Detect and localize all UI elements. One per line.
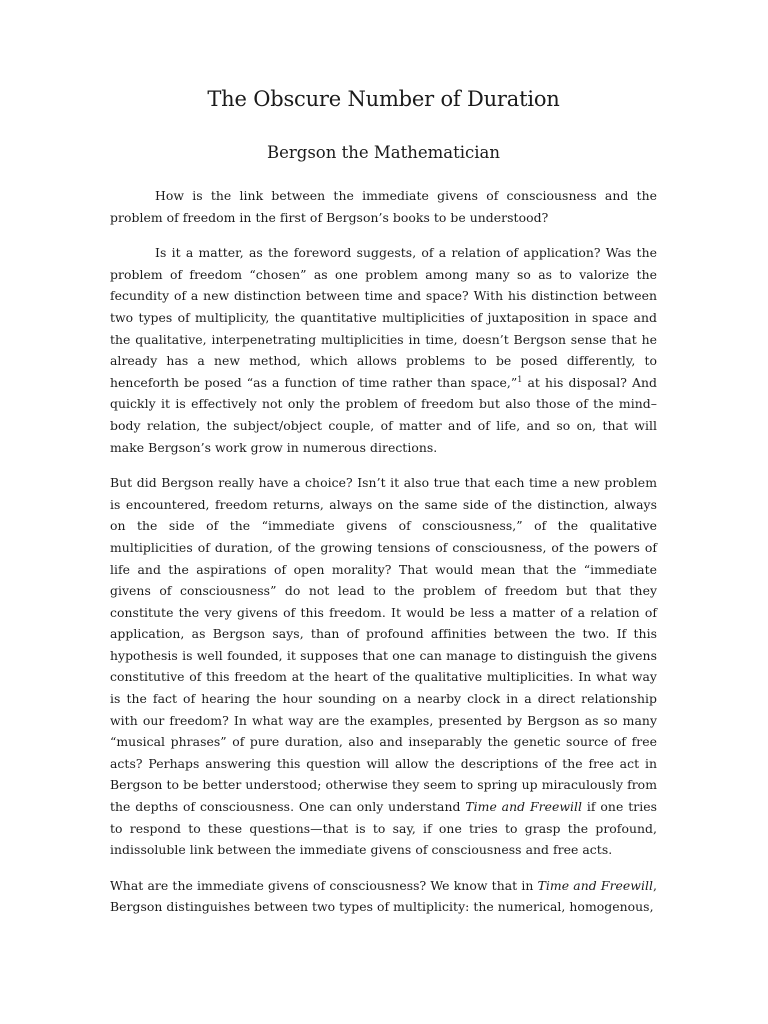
document-page — [110, 80, 657, 932]
body-text — [110, 185, 657, 918]
book-title-italic: Time and Freewill — [537, 877, 653, 893]
paragraph-3 — [110, 472, 657, 861]
paragraph-4-text-a: What are the immediate givens of consciousness? We know that in — [110, 877, 538, 893]
paragraph-3-text-a: But did Bergson really have a choice? Isn’t it also true that each time a new problem is encountered, freedom returns, always on the same side of the distinction, always on the side of the “immediate givens of consciousness,” of the qualitative multiplicities of duration, of the growing tensions of consciousness, of the powers of life and the aspirations of open morality? That would mean that the “immediate givens of consciousness” do not lead to the problem of freedom but that they constitute the very givens of this freedom. It would be less a matter of a relation of application, as Bergson says, than of profound affinities between the two. If this hypothesis is well founded, it supposes that one can manage to distinguish the givens constitutive of this freedom at the heart of the qualitative multiplicities. In what way is the fact of hearing the hour sounding on a nearby clock in a direct relationship with our freedom? In what way are the examples, presented by Bergson as so many “musical phrases” of pure duration, also and inseparably the genetic source of free acts? Perhaps answering this question will allow the descriptions of the free act in Bergson to be better understood; otherwise they seem to spring up miraculously from the depths of consciousness. One can only understand — [110, 475, 657, 815]
document-title: The Obscure Number of Duration — [207, 87, 560, 111]
paragraph-3-text-b: if one tries to respond to these questions—that is to say, if one tries to grasp the profound, indissoluble link between the immediate givens of consciousness and free acts. — [110, 799, 658, 858]
document-subtitle: Bergson the Mathematician — [266, 143, 500, 162]
footnote-marker[interactable]: 1 — [517, 374, 523, 384]
paragraph-4 — [110, 875, 657, 918]
paragraph-2-text-b: at his disposal? And quickly it is effectively not only the problem of freedom but also those of the mind–body relation, the subject/object couple, of matter and of life, and so on, that will make Bergson’s work grow in numerous directions. — [110, 374, 657, 455]
book-title-italic: Time and Freewill — [465, 799, 583, 815]
paragraph-1 — [110, 185, 657, 228]
paragraph-2-text-a: Is it a matter, as the foreword suggests, of a relation of application? Was the problem of freedom “chosen” as one problem among many so as to valorize the fecundity of a new distinction between time and space? With his distinction between two types of multiplicity, the quantitative multiplicities of juxtaposition in space and the qualitative, interpenetrating multiplicities in time, doesn’t Bergson sense that he already has a new method, which allows problems to be posed differently, to henceforth be posed “as a function of time rather than space,” — [110, 245, 657, 390]
paragraph-4-text-b: , Bergson distinguishes between two types of multiplicity: the numerical, homogenous, — [110, 877, 657, 915]
paragraph-1-text: How is the link between the immediate givens of consciousness and the problem of freedom in the first of Bergson’s books to be understood? — [110, 188, 657, 225]
paragraph-2 — [110, 242, 657, 458]
